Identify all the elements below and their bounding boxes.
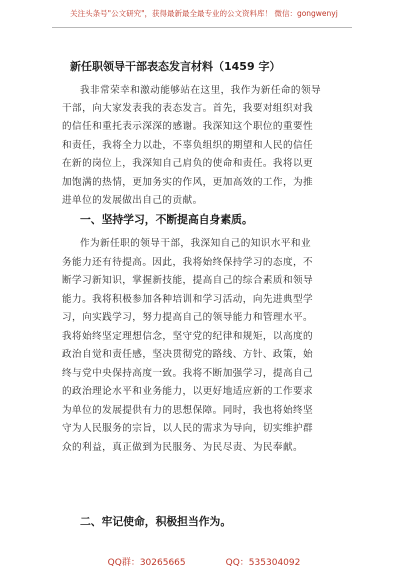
paragraph-line: 干部，向大家发表我的表态发言。首先，我要对组织对我 — [62, 103, 314, 114]
paragraph-line: 进单位的发展做出自己的贡献。 — [62, 195, 203, 206]
paragraph-line: 为单位的发展提供有力的思想保障。同时，我也将始终坚 — [62, 405, 314, 416]
footer-qq-group: QQ群：30265665 — [107, 558, 186, 568]
paragraph-line: 的政治理论水平和业务能力，以更好地适应新的工作要求 — [62, 386, 314, 397]
paragraph-line: 守为人民服务的宗旨，以人民的需求为导向，切实维护群 — [62, 423, 314, 434]
paragraph-line: 习，向实践学习，努力提高自己的领导能力和管理水平。 — [62, 312, 314, 323]
paragraph-line: 和责任，我将全力以赴，不辜负组织的期望和人民的信任 — [62, 140, 314, 151]
paragraph-line: 在新的岗位上，我深知自己肩负的使命和责任。我将以更 — [62, 158, 314, 169]
paragraph-line: 的信任和重托表示深深的感谢。我深知这个职位的重要性 — [62, 121, 314, 132]
paragraph-line: 务能力还有待提高。因此，我将始终保持学习的态度，不 — [62, 257, 314, 268]
paragraph-line: 我非常荣幸和激动能够站在这里，我作为新任命的领导 — [80, 85, 322, 96]
paragraph-line: 作为新任职的领导干部，我深知自己的知识水平和业 — [80, 238, 312, 249]
paragraph-line: 断学习新知识，掌握新技能，提高自己的综合素质和领导 — [62, 275, 314, 286]
section-heading: 一、坚持学习，不断提高自身素质。 — [80, 213, 253, 226]
paragraph-line: 众的利益，真正做到为民服务、为民尽责、为民奉献。 — [62, 442, 304, 453]
footer-qq: QQ：535304092 — [225, 558, 301, 568]
paragraph-line: 终与党中央保持高度一致。我将不断加强学习，提高自己 — [62, 368, 314, 379]
section-heading: 二、牢记使命，积极担当作为。 — [80, 515, 232, 528]
paragraph-line: 我将始终坚定理想信念，坚守党的纪律和规矩，以高度的 — [62, 331, 314, 342]
paragraph-line: 加饱满的热情，更加务实的作风，更加高效的工作，为推 — [62, 177, 314, 188]
header-banner: 关注头条号"公文研究"，获得最新最全最专业的公文资料库！ 微信：gongwenyj — [70, 9, 338, 18]
header-divider — [52, 27, 352, 28]
paragraph-line: 政治自觉和责任感，坚决贯彻党的路线、方针、政策，始 — [62, 349, 314, 360]
footer-contact — [0, 555, 408, 568]
document-title: 新任职领导干部表态发言材料（1459 字） — [70, 60, 281, 73]
paragraph-line: 能力。我将积极参加各种培训和学习活动，向先进典型学 — [62, 294, 314, 305]
